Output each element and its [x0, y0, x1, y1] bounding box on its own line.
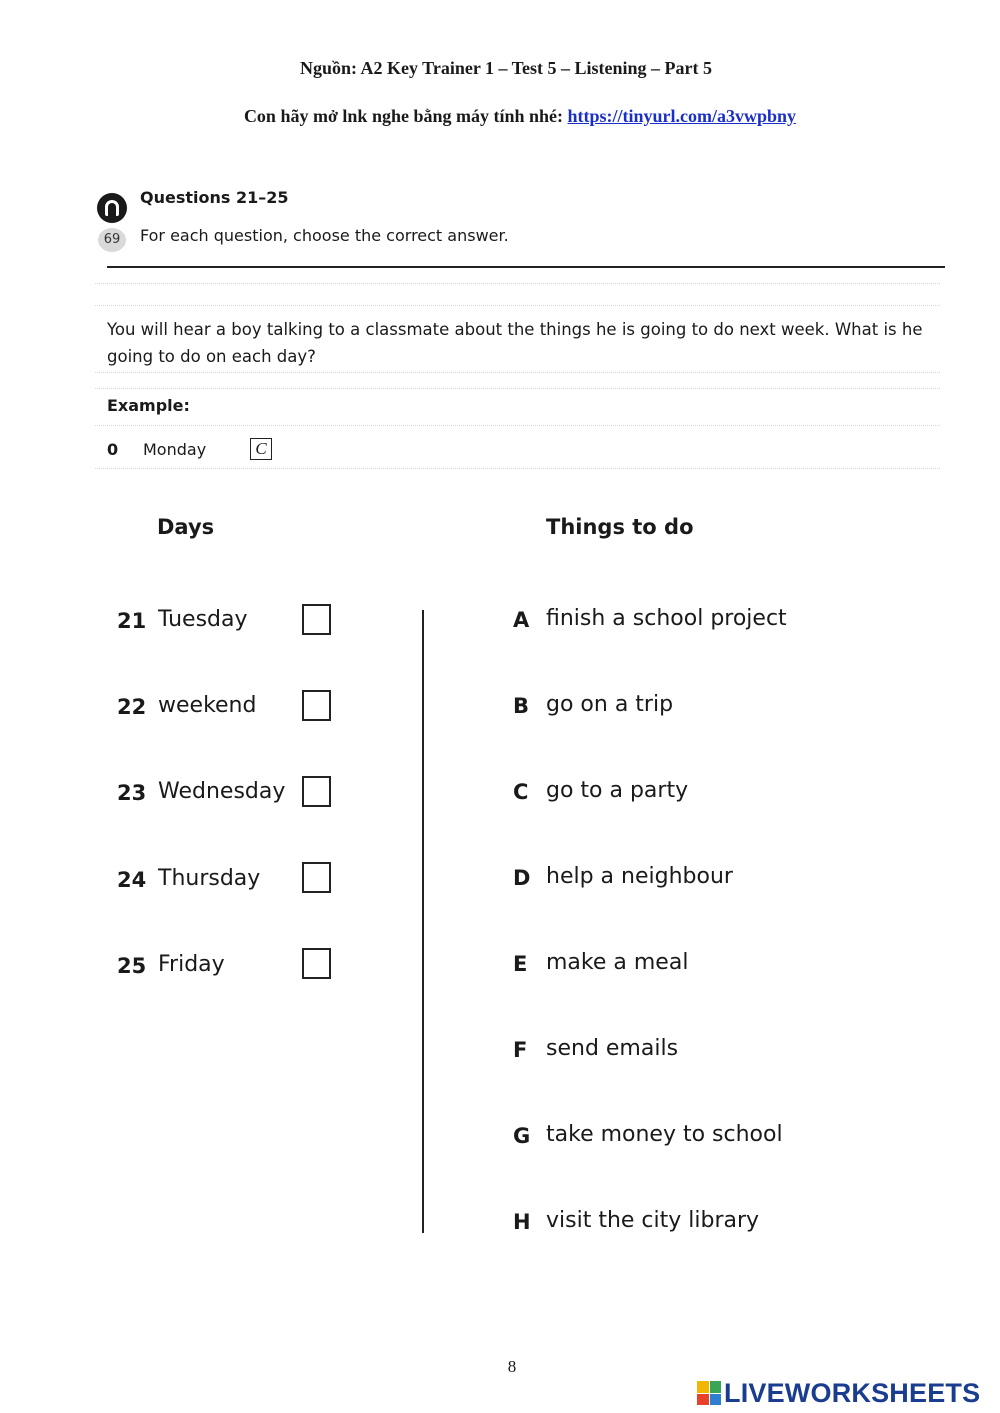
question-day: Wednesday: [158, 779, 286, 804]
dotted-guide: [95, 425, 940, 426]
question-number: 25: [117, 954, 147, 978]
answer-box-24[interactable]: [302, 862, 331, 893]
track-number: 69: [98, 228, 126, 252]
liveworksheets-icon: [697, 1381, 721, 1405]
option-text: make a meal: [546, 950, 689, 975]
answer-box-25[interactable]: [302, 948, 331, 979]
heading-rule: [107, 266, 945, 268]
option-text: take money to school: [546, 1122, 783, 1147]
questions-heading: Questions 21–25: [140, 188, 289, 207]
answer-box-21[interactable]: [302, 604, 331, 635]
option-letter: F: [513, 1038, 528, 1062]
example-answer-box: C: [250, 438, 272, 460]
dotted-guide: [95, 388, 940, 389]
option-letter: G: [513, 1124, 531, 1148]
option-letter: B: [513, 694, 530, 718]
option-text: visit the city library: [546, 1208, 760, 1233]
task-description: You will hear a boy talking to a classmate about the things he is going to do next week. What is he going to do on each day?: [107, 320, 923, 366]
example-number: 0: [107, 440, 119, 459]
instruction-prefix: Con hãy mở lnk nghe bằng máy tính nhé:: [243, 106, 568, 126]
question-day: weekend: [158, 693, 257, 718]
answer-box-23[interactable]: [302, 776, 331, 807]
question-number: 24: [117, 868, 147, 892]
listening-instruction: [0, 106, 1000, 127]
question-day: Friday: [158, 952, 225, 977]
question-day: Tuesday: [158, 607, 248, 632]
liveworksheets-logo[interactable]: [697, 1378, 980, 1408]
option-letter: E: [513, 952, 528, 976]
dotted-guide: [95, 372, 940, 373]
option-letter: H: [513, 1210, 531, 1234]
option-text: finish a school project: [546, 606, 787, 631]
audio-link[interactable]: https://tinyurl.com/a3vwpbny: [567, 106, 797, 126]
dotted-guide: [95, 283, 940, 284]
example-label: Example:: [107, 396, 190, 415]
question-number: 22: [117, 695, 147, 719]
option-letter: C: [513, 780, 529, 804]
column-divider: [422, 610, 424, 1233]
days-heading: Days: [157, 515, 215, 539]
question-day: Thursday: [158, 866, 261, 891]
question-number: 23: [117, 781, 147, 805]
dotted-guide: [95, 468, 940, 469]
option-text: help a neighbour: [546, 864, 733, 889]
source-line: Nguồn: A2 Key Trainer 1 – Test 5 – Listening – Part 5: [299, 58, 713, 78]
option-letter: D: [513, 866, 531, 890]
things-heading: Things to do: [546, 515, 694, 539]
answer-box-22[interactable]: [302, 690, 331, 721]
questions-instruction: For each question, choose the correct answer.: [140, 226, 509, 245]
option-letter: A: [513, 608, 530, 632]
option-text: go on a trip: [546, 692, 674, 717]
brand-text: LIVEWORKSHEETS: [724, 1377, 981, 1408]
dotted-guide: [95, 305, 940, 306]
question-number: 21: [117, 609, 147, 633]
example-day: Monday: [143, 440, 207, 459]
page-number: 8: [507, 1357, 517, 1376]
headphones-icon: [97, 193, 127, 223]
option-text: go to a party: [546, 778, 689, 803]
option-text: send emails: [546, 1036, 679, 1061]
